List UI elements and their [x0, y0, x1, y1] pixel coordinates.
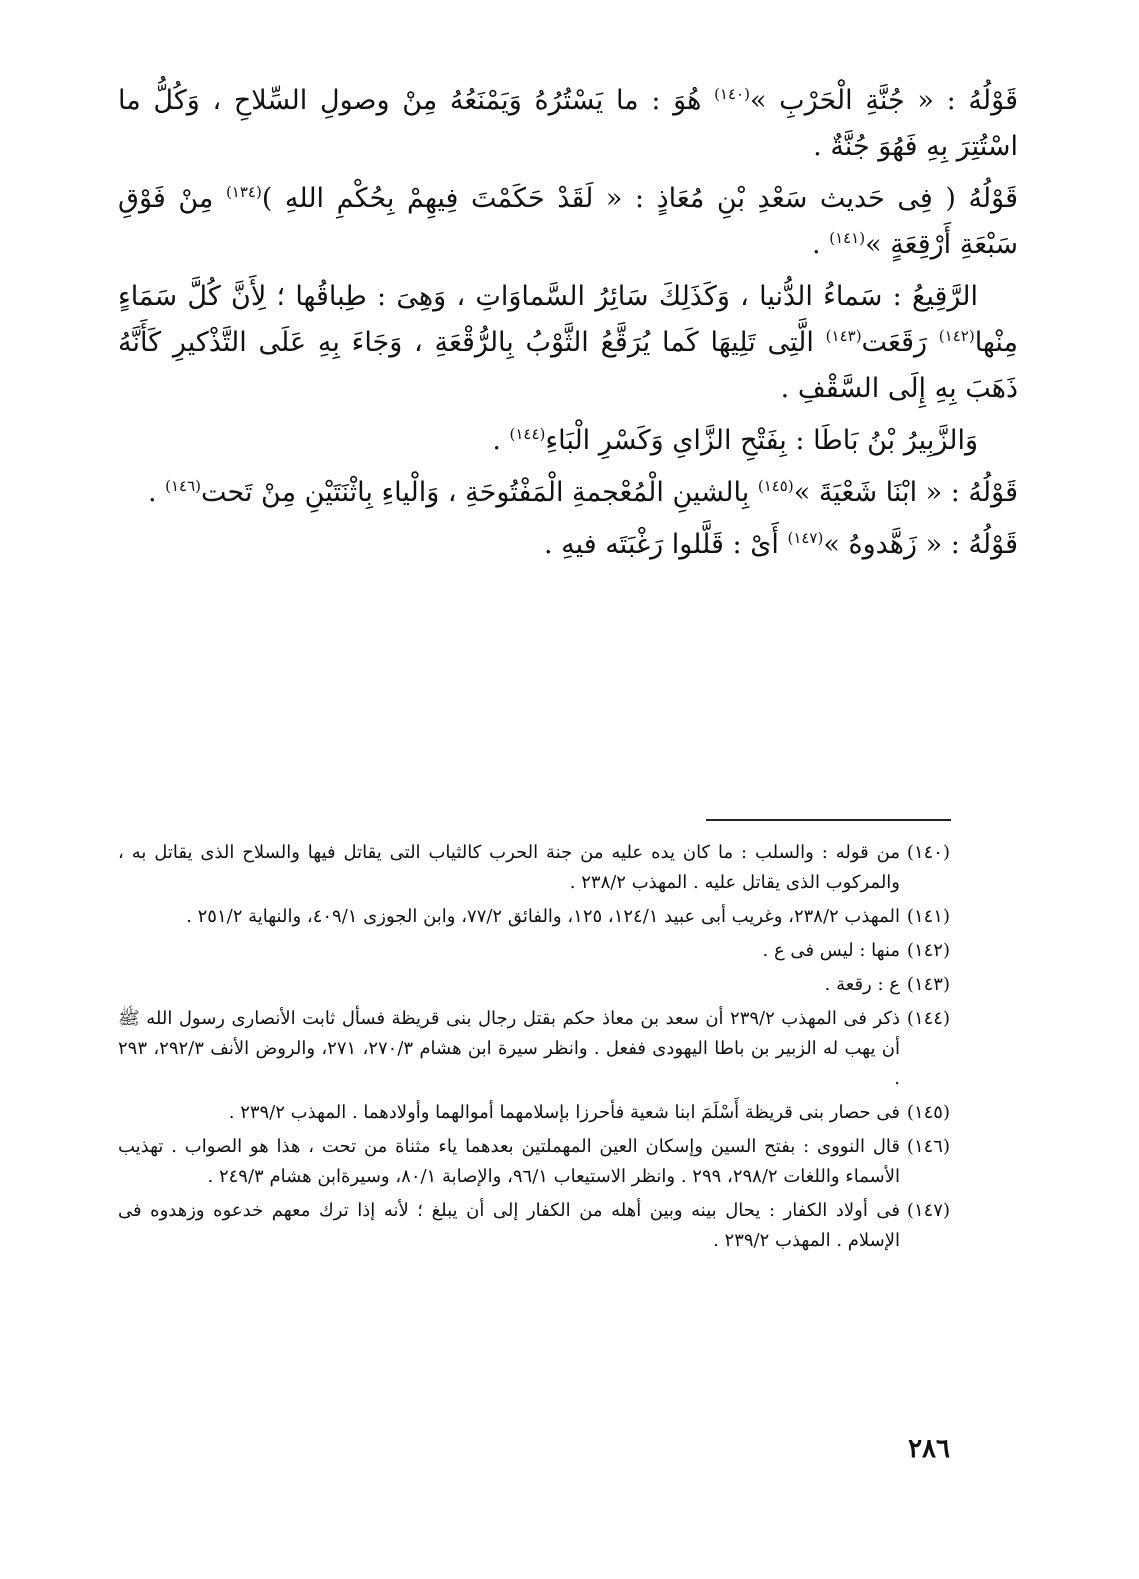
- footnote-ref: (١٤٢): [938, 327, 975, 345]
- footnote-143: [118, 970, 950, 1000]
- footnote-number: (١٤١): [906, 906, 950, 927]
- footnote-text: من قوله : والسلب : ما كان يده عليه من جنة الحرب كالثياب التى يقاتل فيها والسلاح الذى يقاتل به ، والمركوب الذى يقاتل عليه . المهذب ٢٣٨/٢ .: [118, 842, 900, 893]
- footnote-145: [118, 1098, 950, 1128]
- footnote-text: المهذب ٢٣٨/٢، وغريب أبى عبيد ١٢٤/١، ١٢٥، والفائق ٧٧/٢، وابن الجوزى ٤٠٩/١، والنهاية ٢٥١/٢ .: [186, 906, 900, 927]
- footnote-ref: (١٤٤): [509, 425, 546, 443]
- paragraph-text: وَالزَّبِيرُ بْنُ بَاطَا : بِفَتْحِ الزَّاىِ وَكَسْرِ الْبَاءِ: [545, 425, 978, 456]
- footnote-ref: (١٤٣): [825, 327, 862, 345]
- main-text: [118, 78, 1018, 574]
- footnote-number: (١٤٧): [906, 1200, 950, 1221]
- footnote-number: (١٤٠): [906, 842, 950, 863]
- paragraph-text: قَوْلُهُ : « زَهَّدوهُ »: [823, 529, 1018, 560]
- footnote-ref: (١٤٠): [714, 85, 750, 103]
- footnote-divider: [706, 819, 951, 821]
- footnote-ref: (١٤٥): [757, 477, 794, 495]
- paragraph-text: هُوَ : ما يَسْتُرُهُ وَيَمْنَعُهُ مِنْ وصولِ السِّلاحِ ، وَكُلُّ ما اسْتُتِرَ بِهِ فَهُوَ جُنَّةٌ .: [118, 85, 1018, 162]
- footnote-text: منها : ليس فى ع .: [762, 940, 900, 961]
- footnote-number: (١٤٥): [906, 1102, 950, 1123]
- paragraph-raqi: [118, 274, 1018, 412]
- page-number: ٢٨٦: [908, 1434, 950, 1464]
- paragraph-text: قَوْلُهُ : « ابْنَا شَعْيَةَ »: [793, 477, 1018, 508]
- paragraph-147: [118, 522, 1018, 568]
- paragraph-text: .: [492, 425, 510, 456]
- footnote-146: [118, 1132, 950, 1192]
- paragraph-text: الرَّقِيعُ : سَماءُ الدُّنيا ، وَكَذَلِكَ سَائِرُ السَّماوَاتِ ، وَهِىَ : طِباقُها ؛ لِأَنَّ كُلَّ سَمَاءٍ مِنْها: [118, 281, 1018, 358]
- paragraph-text: قَوْلُهُ ( فِى حَديث سَعْدِ بْنِ مُعَاذٍ : « لَقَدْ حَكَمْتَ فِيهِمْ بِحُكْمِ اللهِ ): [261, 183, 1018, 214]
- paragraph-text: الَّتِى تَلِيهَا كَما يُرَقَّعُ الثَّوْبُ بِالرُّقْعَةِ ، وَجَاءَ بِهِ عَلَى التَّذْكيرِ كَأَنَّهُ ذَهَبَ بِهِ إِلَى السَّقْفِ .: [118, 327, 1018, 404]
- paragraph-text: قَوْلُهُ : « جُنَّةِ الْحَرْبِ »: [749, 85, 1018, 116]
- footnote-141: [118, 902, 950, 932]
- footnote-ref: (١٤٧): [787, 529, 824, 547]
- footnote-text: ع : رقعة .: [824, 974, 900, 995]
- paragraph-text: .: [147, 477, 166, 508]
- footnote-ref: (١٣٤): [225, 183, 262, 201]
- footnote-text: ذكر فى المهذب ٢٣٩/٢ أن سعد بن معاذ حكم بقتل رجال بنى قريظة فسأل ثابت الأنصارى رسول الله ﷺ أن يهب له الزبير بن باطا اليهودى ففعل . وانظر سيرة ابن هشام ٢٧٠/٣، ٢٧١، والروض الأنف ٢٩٢/٣، ٢٩٣ .: [118, 1008, 901, 1089]
- footnote-142: [118, 936, 950, 966]
- paragraph-141: [118, 176, 1018, 268]
- paragraph-zubair: [118, 418, 1018, 464]
- footnote-ref: (١٤١): [829, 229, 866, 247]
- footnote-number: (١٤٦): [906, 1136, 950, 1157]
- footnote-ref: (١٤٦): [165, 477, 201, 495]
- paragraph-text: رَقَعَت: [861, 327, 939, 358]
- footnote-number: (١٤٢): [906, 940, 950, 961]
- paragraph-text: أَىْ : قَلَّلوا رَغْبَتَه فيهِ .: [543, 529, 788, 560]
- footnote-text: فى أولاد الكفار : يحال بينه وبين أهله من الكفار إلى أن يبلغ ؛ لأنه إذا ترك معهم خدعوه وزهدوه فى الإسلام . المهذب ٢٣٩/٢ .: [118, 1200, 900, 1251]
- footnote-number: (١٤٣): [906, 974, 950, 995]
- footnote-text: فى حصار بنى قريظة أَسْلَمَ ابنا شعية فأحرزا بإسلامهما أموالهما وأولادهما . المهذب ٢٣٩/٢ .: [228, 1102, 900, 1123]
- paragraph-140: [118, 78, 1018, 170]
- footnote-number: (١٤٤): [906, 1008, 950, 1029]
- footnote-text: قال النووى : بفتح السين وإسكان العين المهملتين بعدهما ياء مثناة من تحت ، هذا هو الصواب . تهذيب الأسماء واللغات ٢٩٨/٢، ٢٩٩ . وانظر الاستيعاب ٩٦/١، والإصابة ٨٠/١، وسيرةابن هشام ٢٤٩/٣ .: [118, 1136, 900, 1187]
- paragraph-145: [118, 470, 1018, 516]
- footnote-147: [118, 1196, 950, 1256]
- footnote-144: [118, 1004, 950, 1094]
- paragraph-text: مِنْ فَوْقِ سَبْعَةِ أَرْقِعَةٍ »: [118, 183, 1018, 260]
- paragraph-text: .: [812, 229, 830, 260]
- footnote-140: [118, 838, 950, 898]
- footnotes: [118, 838, 950, 1260]
- paragraph-text: بِالشينِ الْمُعْجمةِ الْمَفْتُوحَةِ ، وَالْياءِ بِاثْنَتَيْنِ مِنْ تَحت: [201, 477, 758, 508]
